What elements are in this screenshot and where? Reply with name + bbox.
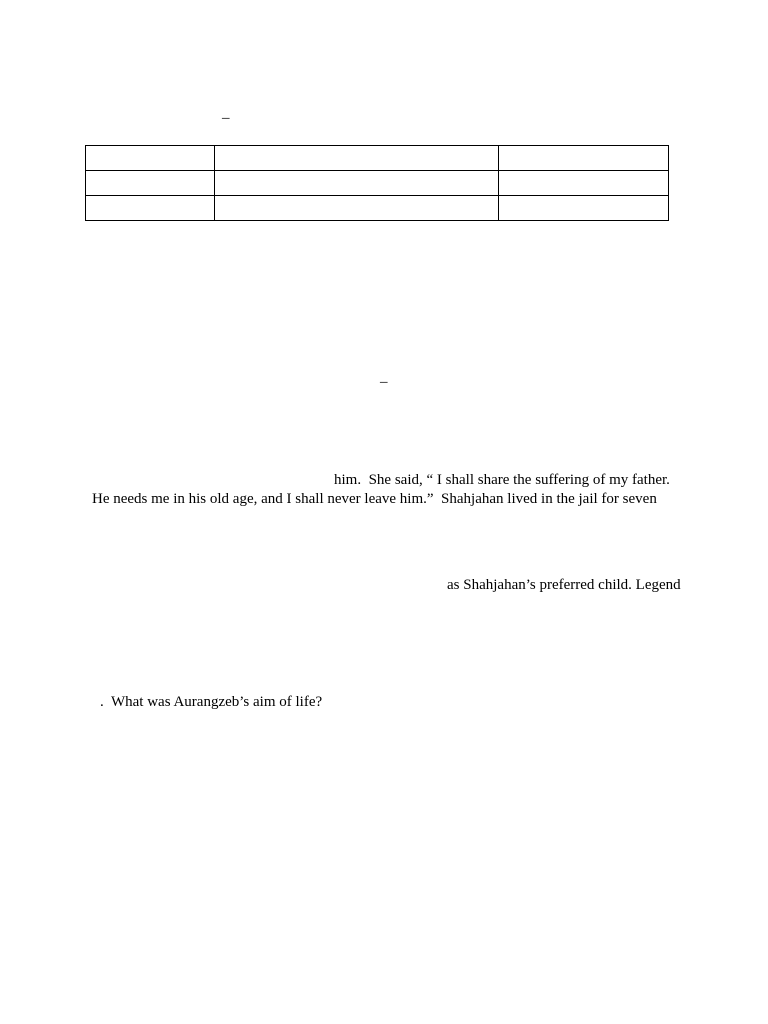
table-cell xyxy=(86,171,215,196)
table-cell xyxy=(86,196,215,221)
table-row xyxy=(86,171,669,196)
section-dash: – xyxy=(380,374,388,390)
table-row xyxy=(86,196,669,221)
question-text: . What was Aurangzeb’s aim of life? xyxy=(100,694,323,710)
table-cell xyxy=(215,196,499,221)
table-cell xyxy=(499,146,669,171)
table-row xyxy=(86,146,669,171)
table-cell xyxy=(215,146,499,171)
table-cell xyxy=(499,171,669,196)
paragraph-line: him. She said, “ I shall share the suffering of my father. xyxy=(334,472,670,488)
table-cell xyxy=(215,171,499,196)
table-cell xyxy=(86,146,215,171)
header-dash: – xyxy=(222,110,230,126)
table-cell xyxy=(499,196,669,221)
paragraph-line: as Shahjahan’s preferred child. Legend xyxy=(447,577,681,593)
data-table xyxy=(85,145,669,221)
paragraph-line: He needs me in his old age, and I shall never leave him.” Shahjahan lived in the jail for seven xyxy=(92,491,657,507)
